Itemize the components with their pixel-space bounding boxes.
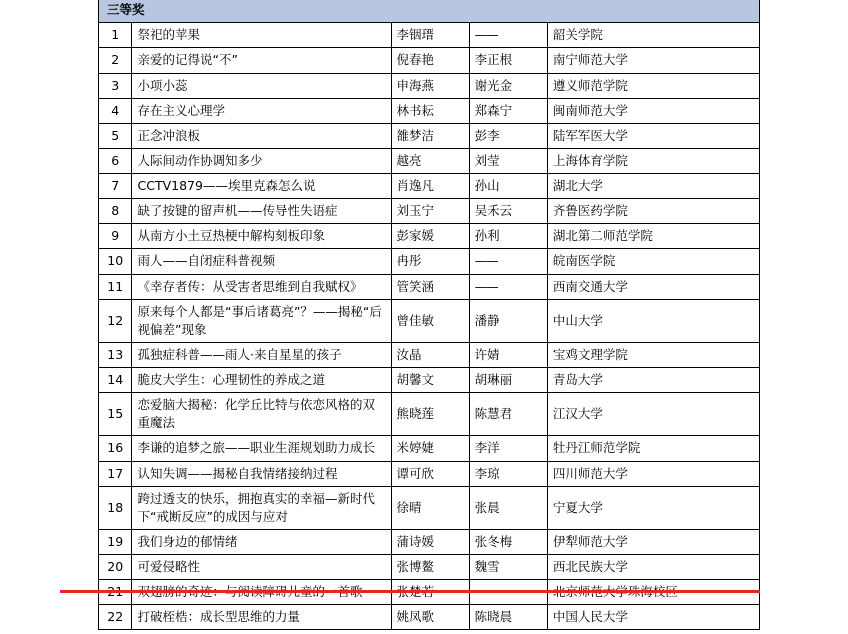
row-advisor: 李正根 [469,48,547,73]
row-organization: 西南交通大学 [547,274,759,299]
row-author: 李铟瑨 [391,23,469,48]
row-number: 10 [99,249,132,274]
row-number: 16 [99,436,132,461]
row-advisor: 李琼 [469,461,547,486]
row-advisor: 郑森宁 [469,98,547,123]
row-author: 张博鳌 [391,555,469,580]
row-title: 恋爱脑大揭秘：化学丘比特与依恋风格的双重魔法 [132,393,391,436]
row-number: 8 [99,199,132,224]
row-number: 14 [99,368,132,393]
row-organization: 齐鲁医药学院 [547,199,759,224]
table-row [99,73,760,98]
row-organization: 湖北大学 [547,174,759,199]
row-advisor: 刘莹 [469,148,547,173]
table-row [99,342,760,367]
row-advisor: 张晨 [469,486,547,529]
section-header-row [99,0,760,23]
award-list-table [98,0,760,630]
row-organization: 遵义师范学院 [547,73,759,98]
table-body [99,0,760,630]
row-author: 蒲诗媛 [391,529,469,554]
row-title: 打破桎梏：成长型思维的力量 [132,605,391,630]
table-row [99,368,760,393]
row-title: 脆皮大学生：心理韧性的养成之道 [132,368,391,393]
section-header-label: 三等奖 [99,0,760,23]
row-advisor: 魏雪 [469,555,547,580]
row-author: 雒梦洁 [391,123,469,148]
table-row [99,249,760,274]
row-title: 《幸存者传：从受害者思维到自我赋权》 [132,274,391,299]
row-number: 6 [99,148,132,173]
row-title: 祭祀的苹果 [132,23,391,48]
row-author: 熊晓莲 [391,393,469,436]
row-organization: 陆军军医大学 [547,123,759,148]
row-organization: 江汉大学 [547,393,759,436]
row-title: 跨过透支的快乐，拥抱真实的幸福—新时代下“戒断反应”的成因与应对 [132,486,391,529]
row-author: 冉彤 [391,249,469,274]
row-title: 雨人——自闭症科普视频 [132,249,391,274]
row-title: 原来每个人都是“事后诸葛亮”？——揭秘“后视偏差”现象 [132,299,391,342]
row-author: 汝晶 [391,342,469,367]
row-advisor: 陈慧君 [469,393,547,436]
row-title: CCTV1879——埃里克森怎么说 [132,174,391,199]
row-author: 徐晴 [391,486,469,529]
table-row [99,274,760,299]
row-advisor: 李洋 [469,436,547,461]
row-number: 18 [99,486,132,529]
table-row [99,224,760,249]
row-organization: 宝鸡文理学院 [547,342,759,367]
row-title: 正念冲浪板 [132,123,391,148]
row-number: 19 [99,529,132,554]
row-number: 20 [99,555,132,580]
row-author: 倪春艳 [391,48,469,73]
table-row [99,123,760,148]
row-organization: 闽南师范大学 [547,98,759,123]
row-number: 5 [99,123,132,148]
table-row [99,605,760,630]
table-row [99,555,760,580]
table-row [99,148,760,173]
table-row [99,299,760,342]
row-number: 2 [99,48,132,73]
row-organization: 湖北第二师范学院 [547,224,759,249]
table-row [99,436,760,461]
row-number: 11 [99,274,132,299]
row-title: 孤独症科普——雨人·来自星星的孩子 [132,342,391,367]
annotation-underline [60,590,760,593]
row-organization: 宁夏大学 [547,486,759,529]
row-number: 7 [99,174,132,199]
row-organization: 上海体育学院 [547,148,759,173]
row-organization: 南宁师范大学 [547,48,759,73]
row-author: 越亮 [391,148,469,173]
row-author: 姚凤歌 [391,605,469,630]
row-number: 3 [99,73,132,98]
row-advisor: 陈晓晨 [469,605,547,630]
row-author: 肖逸凡 [391,174,469,199]
row-title: 亲爱的记得说“不” [132,48,391,73]
row-title: 小项小蕊 [132,73,391,98]
row-organization: 伊犁师范大学 [547,529,759,554]
row-title: 认知失调——揭秘自我情绪接纳过程 [132,461,391,486]
row-organization: 牡丹江师范学院 [547,436,759,461]
row-author: 刘玉宁 [391,199,469,224]
table-row [99,23,760,48]
row-author: 彭家媛 [391,224,469,249]
table-row [99,199,760,224]
row-advisor: —— [469,23,547,48]
row-title: 从南方小土豆热梗中解构刻板印象 [132,224,391,249]
row-author: 曾佳敏 [391,299,469,342]
row-number: 15 [99,393,132,436]
row-number: 22 [99,605,132,630]
table-row [99,486,760,529]
row-organization: 中国人民大学 [547,605,759,630]
row-number: 9 [99,224,132,249]
table-row [99,529,760,554]
row-advisor: 胡琳丽 [469,368,547,393]
row-organization: 韶关学院 [547,23,759,48]
row-author: 胡馨文 [391,368,469,393]
row-author: 管笑涵 [391,274,469,299]
row-author: 米婷婕 [391,436,469,461]
row-advisor: —— [469,274,547,299]
row-author: 谭可欣 [391,461,469,486]
row-title: 人际间动作协调知多少 [132,148,391,173]
row-number: 4 [99,98,132,123]
row-title: 缺了按键的留声机——传导性失语症 [132,199,391,224]
table-row [99,48,760,73]
row-number: 12 [99,299,132,342]
row-advisor: 潘静 [469,299,547,342]
row-advisor: —— [469,249,547,274]
row-number: 13 [99,342,132,367]
row-organization: 中山大学 [547,299,759,342]
row-organization: 四川师范大学 [547,461,759,486]
row-advisor: 张冬梅 [469,529,547,554]
table-row [99,98,760,123]
row-author: 申海燕 [391,73,469,98]
row-title: 存在主义心理学 [132,98,391,123]
row-title: 李谦的追梦之旅——职业生涯规划助力成长 [132,436,391,461]
row-advisor: 孙利 [469,224,547,249]
table-row [99,174,760,199]
row-advisor: 吴禾云 [469,199,547,224]
row-organization: 皖南医学院 [547,249,759,274]
row-organization: 西北民族大学 [547,555,759,580]
row-advisor: 彭李 [469,123,547,148]
table-row [99,393,760,436]
table-row [99,461,760,486]
row-number: 17 [99,461,132,486]
row-advisor: 谢光金 [469,73,547,98]
row-advisor: 孙山 [469,174,547,199]
row-advisor: 许婧 [469,342,547,367]
row-organization: 青岛大学 [547,368,759,393]
row-author: 林书耘 [391,98,469,123]
row-number: 1 [99,23,132,48]
row-title: 我们身边的郁情绪 [132,529,391,554]
row-title: 可爱侵略性 [132,555,391,580]
